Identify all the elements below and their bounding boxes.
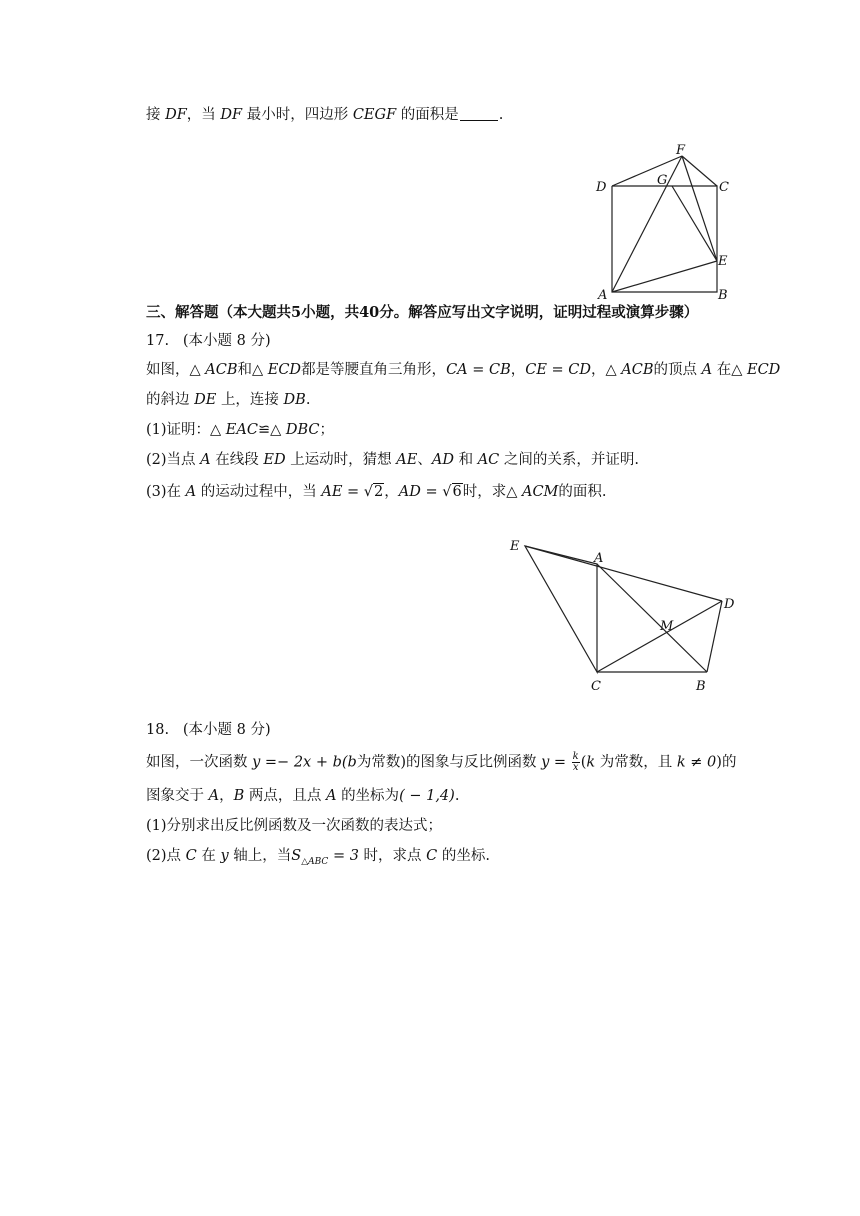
text: 时，求 (462, 484, 507, 500)
math: ( − 1,4) (399, 788, 455, 804)
text: 的斜边 (146, 392, 190, 408)
math: △ ACB (605, 362, 654, 378)
var: y (220, 848, 229, 864)
var: C (426, 848, 438, 864)
q17-part-3 (146, 482, 607, 502)
q18-header (146, 720, 271, 740)
label-A: A (594, 551, 604, 566)
var: DF (220, 107, 243, 123)
var: ED (263, 452, 286, 468)
text: 40 (359, 304, 380, 321)
math: △ ECD (731, 362, 781, 378)
text: 最小时，四边形 (246, 107, 349, 123)
text: 轴上，当 (233, 848, 292, 864)
label-E: E (510, 539, 520, 554)
text: 图象交于 (146, 788, 204, 804)
var: A (701, 362, 713, 378)
text: (3)在 (146, 484, 182, 500)
text: (2)当点 (146, 452, 196, 468)
label-D: D (596, 180, 607, 195)
label-C: C (591, 679, 601, 694)
text: ， (384, 484, 399, 500)
figure-square-cegf (590, 140, 740, 302)
subscript: △ABC (301, 857, 329, 867)
q18-line-1 (146, 752, 736, 773)
math: CE = CD (525, 362, 592, 378)
text: 5 (291, 304, 302, 321)
figure-triangles-ecd-acb (500, 532, 750, 697)
var: AC (477, 452, 500, 468)
sqrt-2: √2 (363, 484, 384, 500)
text: ，当 (186, 107, 216, 123)
math: AE = (321, 484, 360, 500)
section-3-heading (146, 303, 698, 323)
text: 的坐标. (441, 848, 490, 864)
q17-line-1 (146, 360, 780, 380)
var: DE (194, 392, 217, 408)
var: AE (396, 452, 418, 468)
text: (1)证明： (146, 422, 211, 438)
label-B: B (718, 288, 728, 302)
q18-part-2 (146, 846, 490, 872)
var: DF (165, 107, 187, 123)
q17-part-2 (146, 450, 639, 470)
math: = 3 (332, 848, 359, 864)
text: 为常数)的图象与反比例函数 (356, 754, 537, 771)
text: 如图，一次函数 (146, 754, 248, 771)
label-G: G (657, 173, 668, 188)
text: 时，求点 (363, 848, 422, 864)
numerator: k (572, 751, 579, 762)
label-E: E (718, 254, 728, 269)
math: △ ACM (506, 484, 559, 500)
q17-header (146, 331, 271, 351)
text: 上运动时，猜想 (290, 452, 392, 468)
sqrt-6: √6 (442, 484, 462, 500)
var: A (208, 788, 220, 804)
text: 为常数，且 (599, 754, 673, 771)
text: 上，连接 (220, 392, 279, 408)
text: 小题，共 (301, 304, 360, 321)
math: k ≠ 0 (676, 754, 717, 771)
text: 两点，且点 (248, 788, 322, 804)
var: DB (283, 392, 306, 408)
math: △ DBC (270, 422, 320, 438)
text: ， (510, 362, 526, 378)
text: 之间的关系，并证明. (503, 452, 639, 468)
q18-line-2 (146, 786, 459, 806)
text: )的 (716, 754, 737, 771)
q16-tail-line (146, 105, 503, 125)
question-number: 18. (146, 722, 170, 738)
math: AD = (398, 484, 438, 500)
text: 的运动过程中，当 (200, 484, 317, 500)
text: 在 (201, 848, 216, 864)
question-number: 17. (146, 333, 170, 349)
label-C: C (719, 180, 729, 195)
text: (1)分别求出反比例函数及一次函数的表达式； (146, 818, 443, 834)
text: 的面积是 (400, 107, 459, 123)
text: 分。解答应写出文字说明，证明过程或演算步骤） (379, 304, 699, 321)
text: . (454, 788, 460, 804)
math: △ ECD (251, 362, 302, 378)
text: . (305, 392, 311, 408)
math: y = (541, 754, 567, 771)
var: k (586, 754, 596, 771)
fraction-k-over-x (572, 752, 580, 773)
text: ， (591, 362, 606, 378)
text: 接 (146, 107, 161, 123)
math: y =− 2x + b( (252, 754, 348, 771)
text: ； (319, 422, 335, 438)
q18-part-1 (146, 816, 442, 836)
denominator: x (572, 762, 579, 773)
text: 三、解答题（本大题共 (146, 304, 291, 321)
var: A (185, 484, 197, 500)
text: ， (219, 788, 234, 804)
math: S (291, 848, 302, 864)
label-M: M (660, 619, 674, 634)
label-B: B (696, 679, 706, 694)
q17-part-1 (146, 420, 334, 440)
radicand: 6 (452, 484, 462, 500)
score: (本小题 8 分) (182, 333, 271, 349)
var: A (325, 788, 337, 804)
text: 的坐标为 (341, 788, 400, 804)
var: A (200, 452, 211, 468)
text: 在线段 (215, 452, 259, 468)
radicand: 2 (374, 484, 384, 500)
text: 如图， (146, 362, 190, 378)
label-A: A (598, 288, 608, 302)
text: 和 (237, 362, 252, 378)
var: B (233, 788, 245, 804)
text: ( (580, 754, 587, 771)
var: CEGF (352, 107, 397, 123)
math: CA = CB (446, 362, 511, 378)
text: 的面积. (558, 484, 607, 500)
label-F: F (676, 143, 686, 158)
q17-line-2 (146, 390, 310, 410)
var: AD (431, 452, 454, 468)
text: ≌ (257, 422, 271, 438)
var: b (347, 754, 357, 771)
score: (本小题 8 分) (182, 722, 271, 738)
math: △ ACB (189, 362, 238, 378)
math: △ EAC (210, 422, 258, 438)
label-D: D (724, 597, 735, 612)
text: (2)点 (146, 848, 182, 864)
text: 的顶点 (653, 362, 698, 378)
text: 和 (458, 452, 474, 468)
text: 都是等腰直角三角形， (301, 362, 447, 378)
text: 、 (417, 452, 432, 468)
text: 在 (716, 362, 732, 378)
answer-blank (460, 106, 498, 121)
text: . (498, 107, 504, 123)
var: C (185, 848, 197, 864)
